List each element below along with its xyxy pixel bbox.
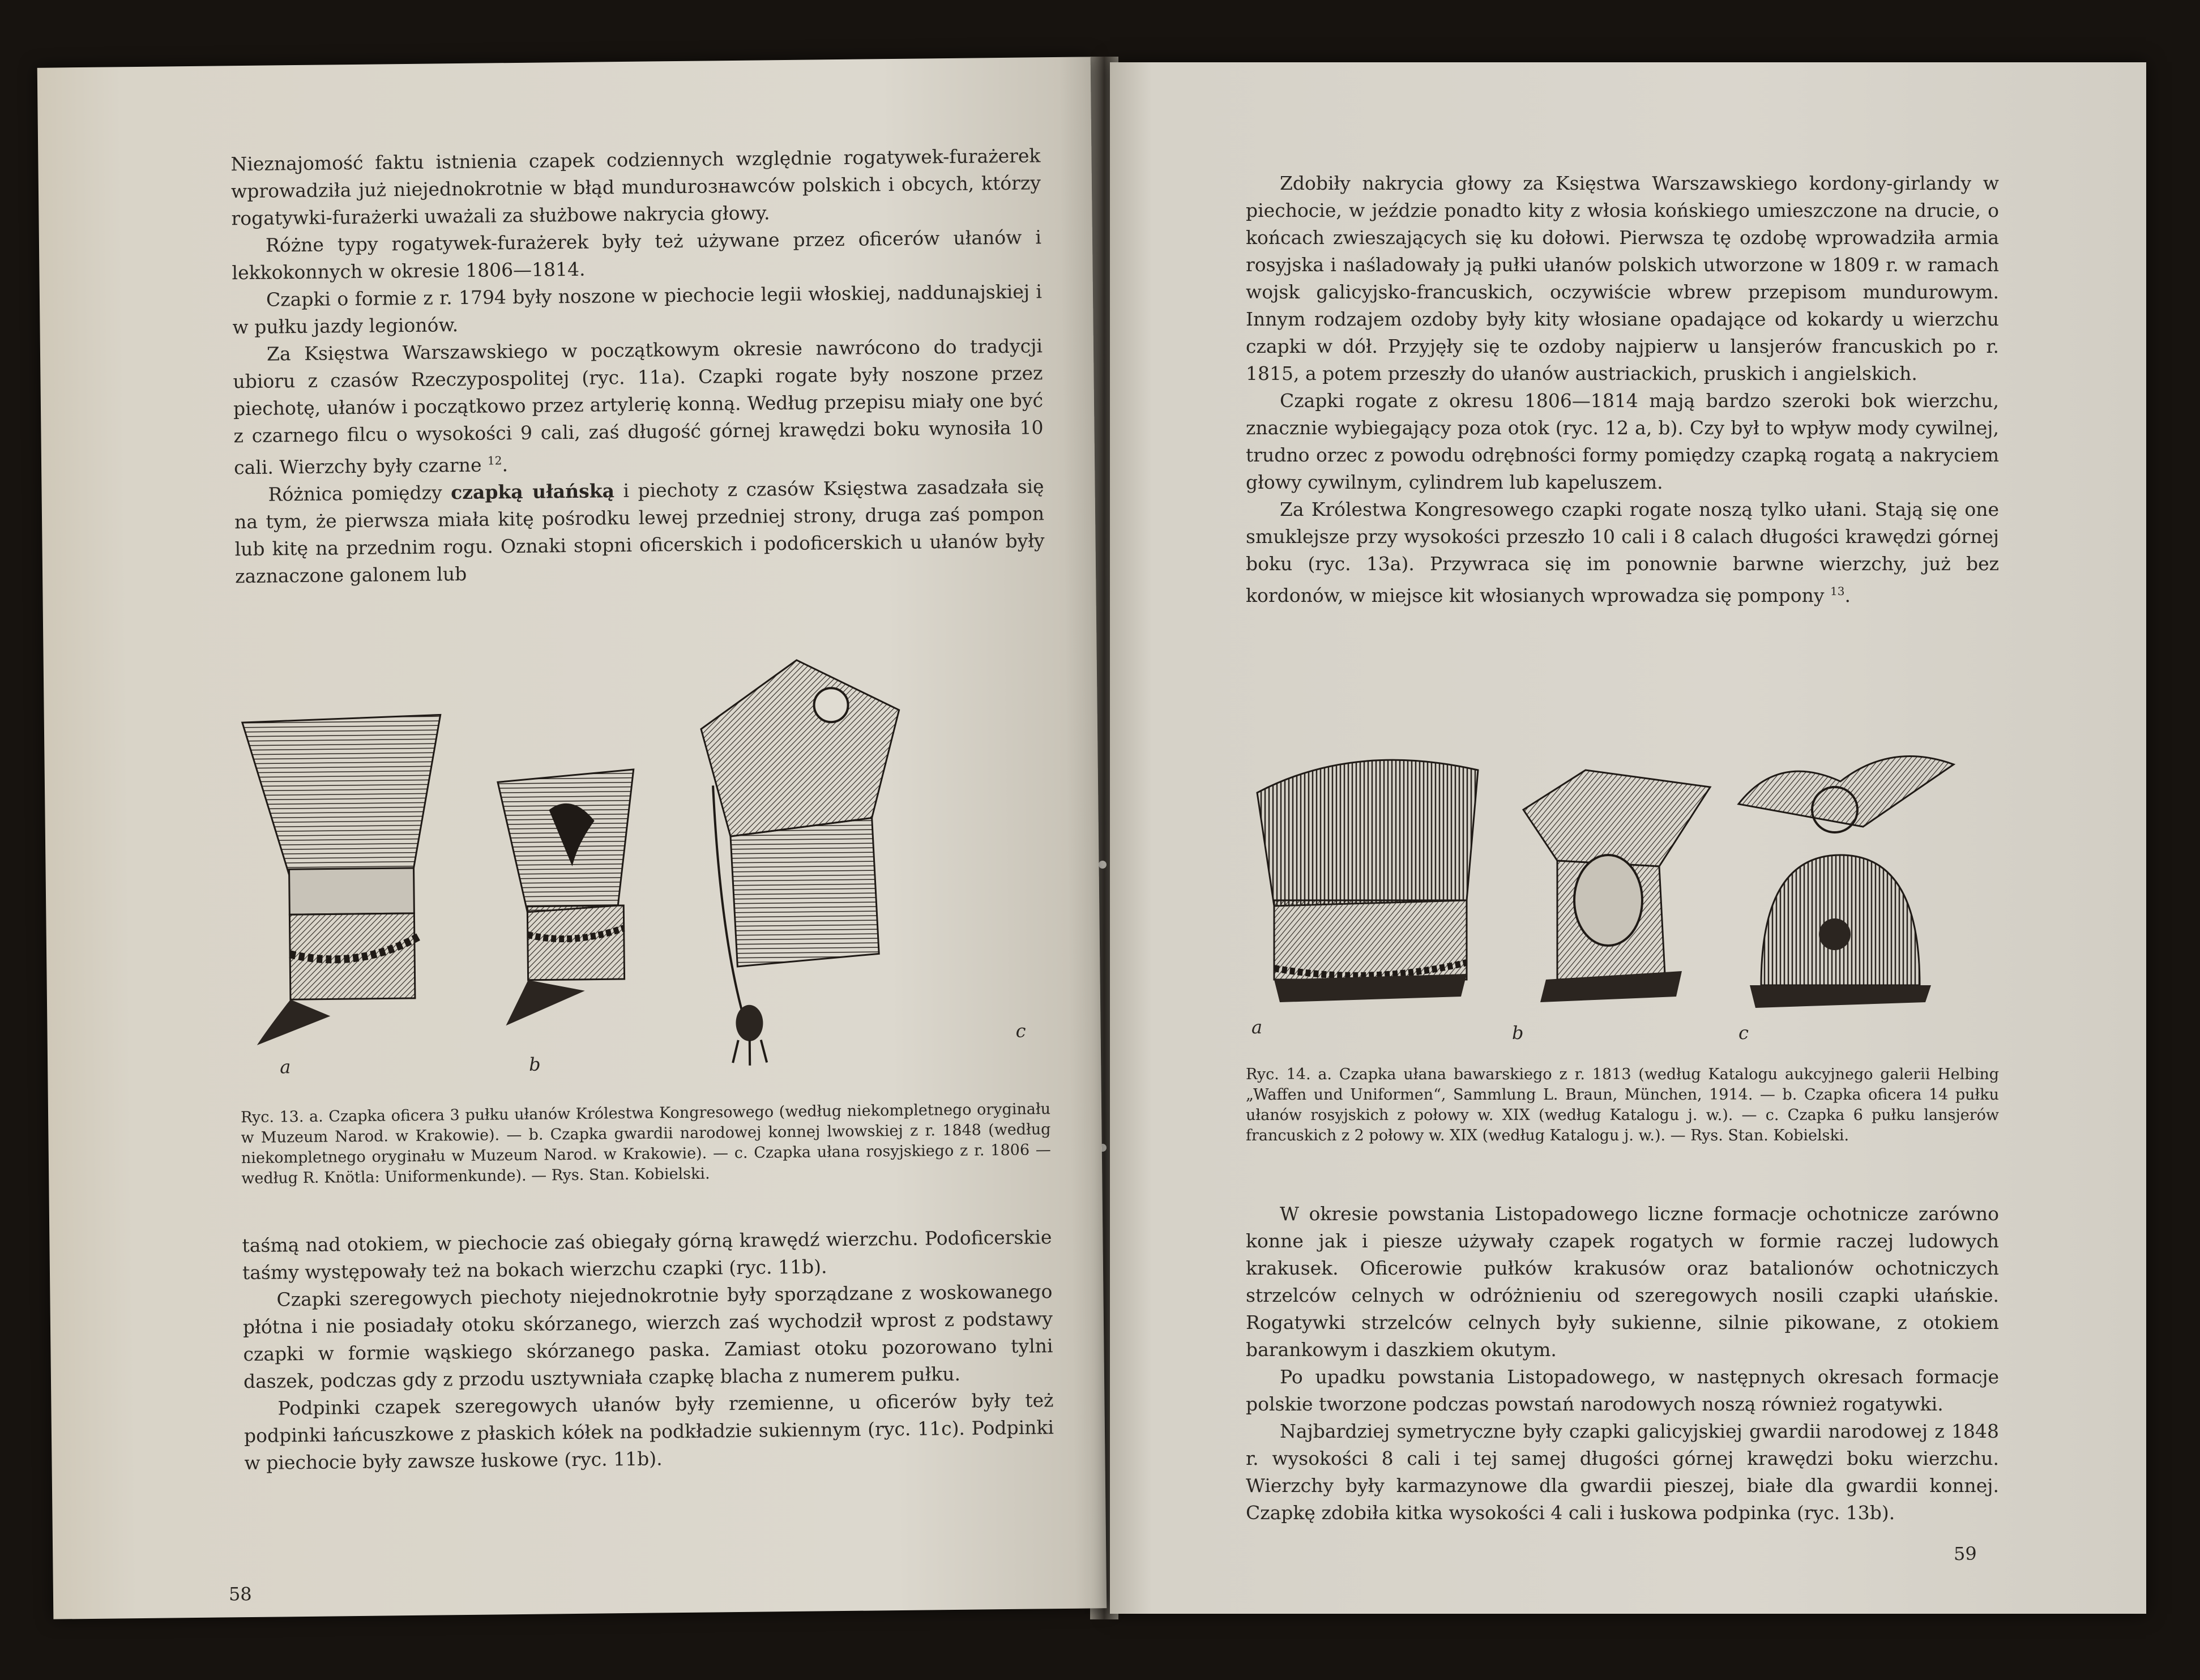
paragraph: Nieznajomość faktu istnienia czapek codziennych względnie rogatywek-furażerek wprowadziła już niejednokrotnie w błąd mundurознawców polskich i obcych, którzy rogatywki-furażerki uważali za służbowe nakrycia głowy. [230,144,1041,230]
left-text-top [230,142,1045,590]
bold-term: czapką ułańską [450,480,615,504]
figure-13-drawing [230,646,1056,1085]
paragraph: taśmą nad otokiem, w piechocie zaś obiegały górną krawędź wierzchu. Podoficerskie taśmy występowały też na bokach wierzchu czapki (ryc. 11b). [242,1226,1052,1284]
paragraph: Najbardziej symetryczne były czapki galicyjskiej gwardii narodowej z 1848 r. wysokości 8 cali i tej samej długości górnej krawędzi boku wierzchu. Wierzchy były karmazynowe dla gwardii pieszej, białe dla gwardii konnej. Czapkę zdobiła kitka wysokości 4 cali i łuskowa podpinka (ryc. 13b). [1246,1420,1999,1524]
hat-14a-drawing [1257,760,1478,1002]
hat-c-drawing [700,659,903,1066]
left-page [37,57,1107,1619]
paragraph-text: oficerskich i podoficerskich u ułanów były zaznaczone galonem lub [234,529,1045,588]
paragraph-text: Za Królestwa Kongresowego czapki rogate noszą tylko ułani. Stają się one smuklejsze przy wysokości przeszło 10 cali i 8 calach długości krawędzi górnej boku (ryc. 13a). Przywraca się im ponownie barwne wierzchy, już bez kordonów, w miejsce kit włosianych wprowadza się pompony [1246,498,1999,606]
figure-label: c [1015,1020,1026,1042]
footnote-ref: 13 [1830,584,1845,598]
paragraph: Czapki o formie z r. 1794 były noszone w piechocie legii włoskiej, naddunajskiej i w pułku jazdy legionów. [232,280,1043,339]
paragraph: Zdobiły nakrycia głowy za Księstwa Warszawskiego kordony-girlandy w piechocie, w jeździe ponadto kity z włosia końskiego umieszczone na drucie, o końcach zwieszających się ku dołowi. Pierwsza tę ozdobę wprowadziła armia rosyjska i naśladowały ją pułki ułanów polskich utworzone w 1809 r. w ramach wojsk galicyjsko-francuskich, oczywiście wbrew przepisom mundurowym. Innym rodzajem ozdoby były kity włosiane opadające od kokardy u wierzchu czapki w dół. Przyjęły się te ozdoby najpierw u lansjerów francuskich po r. 1815, a potem przeszły do ułanów austriackich, pruskich i angielskich. [1246,172,1999,384]
paragraph: W okresie powstania Listopadowego liczne formacje ochotnicze zarówno konne jak i piesze używały czapek rogatych w formie raczej ludowych krakusek. Oficerowie pułków krakusów oraz batalionów ochotniczych strzelców celnych w odróżnieniu od szeregowych nosili czapki ułańskie. Rogatywki strzelców celnych były sukienne, silnie pikowane, z otokiem barankowym i daszkiem okutym. [1246,1203,1999,1361]
hat-14b-drawing [1523,770,1710,1002]
figure-label: c [1738,1022,1749,1044]
paragraph: Za Królestwa Kongresowego czapki rogate noszą tylko ułani. Stają się one smuklejsze przy wysokości przeszło 10 cali i 8 calach długości krawędzi górnej boku (ryc. 13a). Przywraca się im ponownie barwne wierzchy, już bez kordonów, w miejsce kit włosianych wprowadza się pompony $^{13}$. [1246,498,1999,606]
figure-caption: Ryc. 13. a. Czapka oficera 3 pułku ułanów Królestwa Kongresowego (według niekompletnego oryginału w Muzeum Narod. w Krakowie). — b. Czapka gwardii narodowej konnej lwowskiej z r. 1848 (według niekompletnego oryginału w Muzeum Narod. w Krakowie). — c. Czapka ułana rosyjskiego z r. 1806 — według R. Knötla: Uniformenkunde). — Rys. Stan. Kobielski. [240,1100,1051,1188]
figure-14 [1240,730,2005,1048]
figure-13 [230,646,1056,1085]
paragraph: Czapki szeregowych piechoty niejednokrotnie były sporządzane z woskowanego płótna i nie posiadały otoku skórzanego, wierzch zaś wychodził wprost z podstawy czapki w formie wąskiego skórzanego paska. Zamiast otoku pozorowano tylni daszek, podczas gdy z przodu usztywniała czapkę blacha z numerem pułku. [242,1280,1053,1393]
paragraph-text: Za Księstwa Warszawskiego w początkowym okresie nawrócono do tradycji ubioru z czasów Rzeczypospolitej (ryc. 11a). Czapki rogate były noszone przez piechotę, ułanów i początkowo przez artylerię konną. Według przepisu miały one być z czarnego filcu o wysokości 9 cali, zaś długość górnej krawędzi boku wynosiła 10 cali. Wierzchy były czarne [233,335,1044,479]
paragraph: Za Księstwa Warszawskiego w początkowym okresie nawrócono do tradycji ubioru z czasów Rzeczypospolitej (ryc. 11a). Czapki rogate były noszone przez piechotę, ułanów i początkowo przez artylerię konną. Według przepisu miały one być z czarnego filcu o wysokości 9 cali, zaś długość górnej krawędzi boku wynosiła 10 cali. Wierzchy były czarne $^{12}$. [233,335,1044,479]
figure-label: a [280,1056,291,1078]
right-text-bottom [1246,1200,1999,1527]
left-text-bottom [242,1224,1054,1477]
paragraph: Podpinki czapek szeregowych ułanów były rzemienne, u oficerów były też podpinki łańcuszkowe z płaskich kółek na podkładzie sukiennym (ryc. 11c). Podpinki w piechocie były zawsze łuskowe (ryc. 11b). [244,1389,1054,1474]
paragraph: Różne typy rogatywek-furażerek były też używane przez oficerów ułanów i lekkokonnych w okresie 1806—1814. [232,226,1042,284]
right-text-top [1246,170,1999,609]
right-page [1110,62,2146,1614]
footnote-ref: 12 [487,454,502,468]
figure-label: b [1512,1022,1524,1044]
figure-13-caption-box [241,1099,1051,1189]
hat-b-drawing [498,770,636,1025]
page-number: 58 [228,1583,252,1605]
paragraph: Po upadku powstania Listopadowego, w następnych okresach formacje polskie tworzone podczas powstań narodowych noszą również rogatywki. [1246,1366,1999,1415]
hat-14c-drawing [1738,756,1954,1008]
figure-caption: Ryc. 14. a. Czapka ułana bawarskiego z r. 1813 (według Katalogu aukcyjnego galerii Helbing „Waffen und Uniformen“, Sammlung L. Braun, München, 1914. — b. Czapka oficera 14 pułku ułanów rosyjskich z połowy w. XIX (według Katalogu j. w.). — c. Czapka 6 pułku lansjerów francuskich z 2 połowy w. XIX (według Katalogu j. w.). — Rys. Stan. Kobielski. [1246,1066,1999,1144]
binding-stitch [1099,861,1107,869]
figure-label: b [528,1053,541,1075]
figure-14-caption-box [1246,1065,1999,1146]
figure-14-drawing [1240,730,2005,1048]
paragraph-text: Różnica pomiędzy [268,481,442,506]
hat-a-drawing [242,715,444,1045]
paragraph-text: i piechoty z czasów Księstwa zasadzała się na tym, że pierwsza miała kitę pośrodku lewej przedniej strony, druga zaś pompon lub kitę na przednim rogu. Oznaki stopni [234,475,1045,561]
page-number: 59 [1954,1543,1977,1564]
paragraph [234,473,1045,590]
figure-label: a [1251,1016,1263,1038]
paragraph: Czapki rogate z okresu 1806—1814 mają bardzo szeroki bok wierzchu, znacznie wybiegający poza otok (ryc. 12 a, b). Czy był to wpływ mody cywilnej, trudno orzec z powodu odrębności formy pomiędzy czapką rogatą a nakryciem głowy cywilnym, cylindrem lub kapeluszem. [1246,390,1999,493]
